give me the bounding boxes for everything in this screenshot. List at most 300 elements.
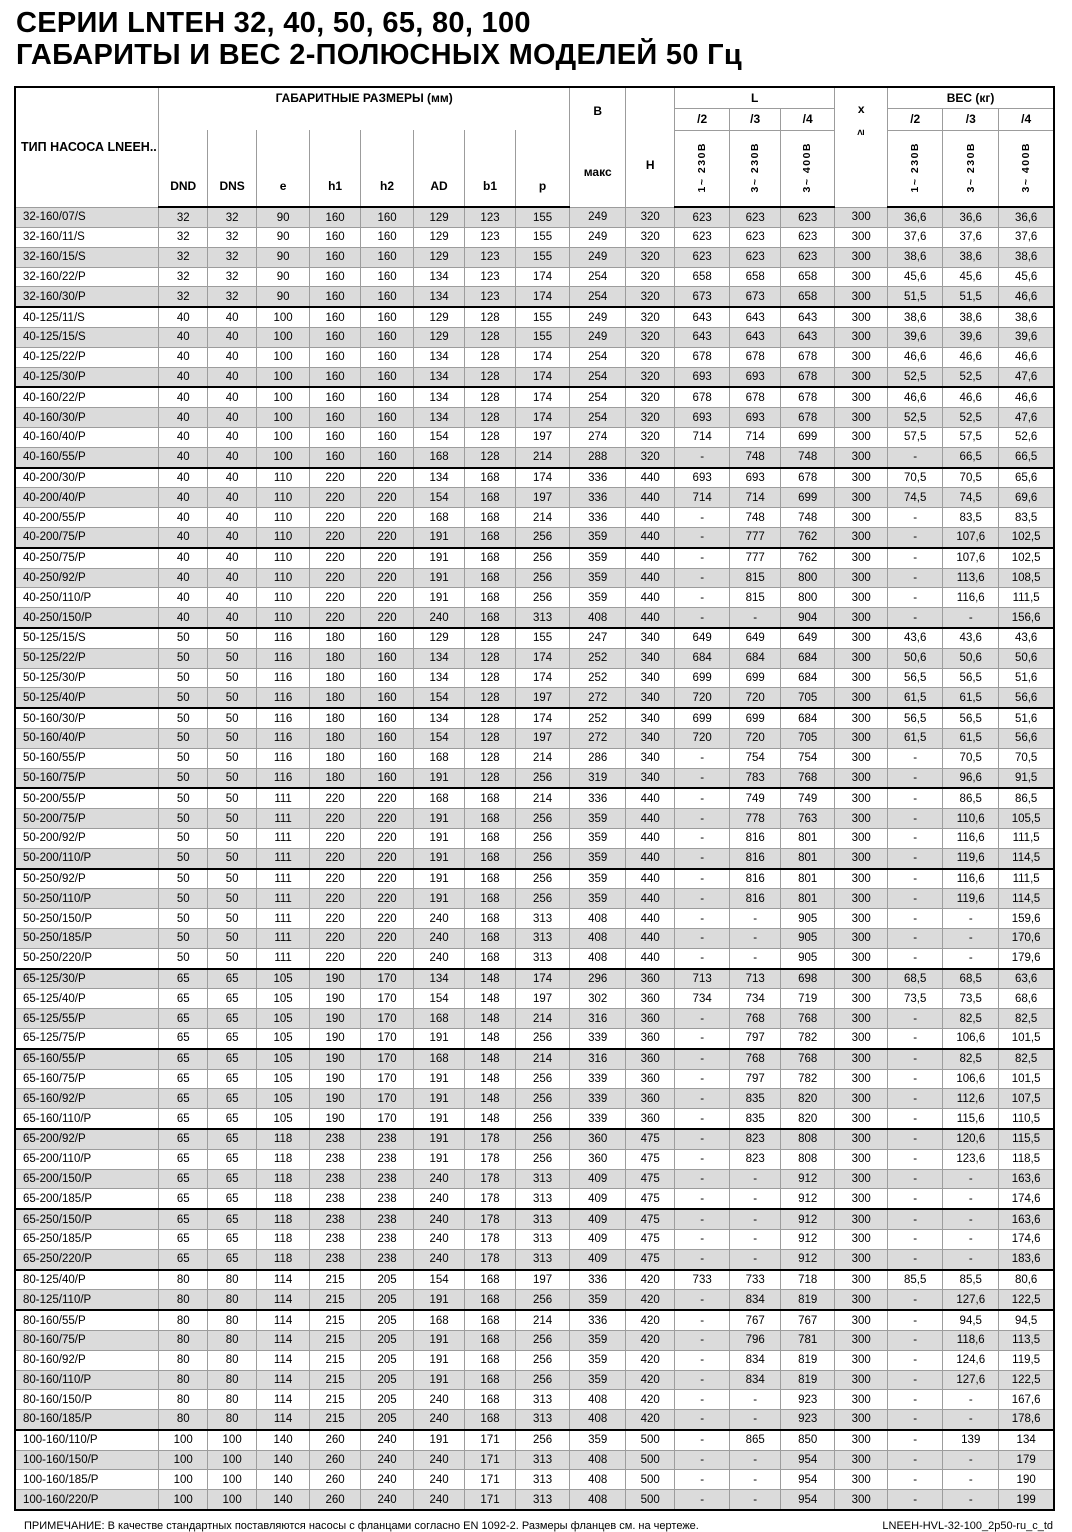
value-cell: - [888, 1089, 943, 1109]
table-row [15, 247, 1054, 267]
value-cell: 300 [835, 1109, 888, 1129]
value-cell: 254 [570, 408, 626, 428]
value-cell: 160 [310, 328, 361, 348]
value-cell: 360 [626, 1028, 675, 1048]
value-cell: 923 [781, 1390, 835, 1410]
value-cell: 94,5 [999, 1310, 1054, 1330]
value-cell: 171 [465, 1450, 516, 1470]
value-cell: 40 [208, 447, 257, 467]
value-cell: - [888, 1028, 943, 1048]
value-cell: 440 [626, 948, 675, 968]
value-cell: 214 [516, 447, 570, 467]
value-cell: 339 [570, 1109, 626, 1129]
pump-model-cell: 50-125/22/P [15, 648, 159, 668]
value-cell: 40 [208, 568, 257, 588]
table-row [15, 347, 1054, 367]
value-cell: 190 [310, 1069, 361, 1089]
value-cell: 40 [159, 347, 208, 367]
value-cell: 134 [414, 468, 465, 488]
value-cell: 240 [361, 1470, 414, 1490]
value-cell: 40 [208, 367, 257, 387]
value-cell: 191 [414, 1109, 465, 1129]
table-row [15, 387, 1054, 407]
value-cell: 313 [516, 608, 570, 628]
value-cell: 134 [414, 708, 465, 728]
value-cell: - [943, 1410, 999, 1430]
value-cell: 168 [414, 447, 465, 467]
value-cell: 111 [257, 809, 310, 829]
value-cell: 128 [465, 408, 516, 428]
value-cell: 160 [361, 307, 414, 327]
value-cell: 214 [516, 1009, 570, 1029]
value-cell: 240 [414, 1490, 465, 1510]
pump-model-cell: 40-160/55/P [15, 447, 159, 467]
value-cell: 123 [465, 287, 516, 307]
value-cell: 65 [208, 1189, 257, 1209]
value-cell: 116,6 [943, 869, 999, 889]
value-cell: 191 [414, 809, 465, 829]
table-row [15, 207, 1054, 227]
value-cell: 819 [781, 1350, 835, 1370]
value-cell: - [675, 1330, 730, 1350]
value-cell: 129 [414, 628, 465, 648]
value-cell: 168 [414, 748, 465, 768]
value-cell: 698 [781, 969, 835, 989]
value-cell: 51,5 [943, 287, 999, 307]
value-cell: 300 [835, 287, 888, 307]
value-cell: 220 [361, 889, 414, 909]
value-cell: 220 [310, 488, 361, 508]
l-variant-3-header: /3 [730, 108, 781, 130]
value-cell: 623 [781, 207, 835, 227]
value-cell: 116 [257, 748, 310, 768]
value-cell: - [888, 1109, 943, 1129]
value-cell: 256 [516, 1350, 570, 1370]
value-cell: 113,5 [999, 1330, 1054, 1350]
value-cell: 124,6 [943, 1350, 999, 1370]
value-cell: 440 [626, 909, 675, 929]
value-cell: 816 [730, 828, 781, 848]
value-cell: 118 [257, 1129, 310, 1149]
value-cell: 100 [159, 1490, 208, 1510]
value-cell: 168 [465, 1310, 516, 1330]
value-cell: 40 [208, 488, 257, 508]
value-cell: 678 [781, 347, 835, 367]
value-cell: 110 [257, 588, 310, 608]
value-cell: 45,6 [888, 267, 943, 287]
value-cell: 300 [835, 1089, 888, 1109]
value-cell: 129 [414, 307, 465, 327]
value-cell: 320 [626, 387, 675, 407]
value-cell: 190 [310, 1049, 361, 1069]
value-cell: 61,5 [888, 688, 943, 708]
value-cell: 420 [626, 1370, 675, 1390]
value-cell: 699 [730, 708, 781, 728]
value-cell: - [888, 1410, 943, 1430]
p-column-header: p [516, 130, 570, 207]
value-cell: 797 [730, 1069, 781, 1089]
value-cell: 288 [570, 447, 626, 467]
value-cell: 313 [516, 1450, 570, 1470]
value-cell: 800 [781, 568, 835, 588]
value-cell: - [675, 1169, 730, 1189]
value-cell: 160 [361, 367, 414, 387]
x-column-header [835, 87, 888, 208]
value-cell: 148 [465, 1089, 516, 1109]
value-cell: 300 [835, 809, 888, 829]
value-cell: - [730, 1249, 781, 1269]
value-cell: 300 [835, 1290, 888, 1310]
pump-model-cell: 65-200/92/P [15, 1129, 159, 1149]
value-cell: 40 [159, 508, 208, 528]
value-cell: 500 [626, 1490, 675, 1510]
value-cell: 50 [208, 688, 257, 708]
value-cell: 340 [626, 628, 675, 648]
value-cell: 340 [626, 708, 675, 728]
value-cell: 116 [257, 708, 310, 728]
value-cell: 61,5 [943, 688, 999, 708]
value-cell: - [675, 1249, 730, 1269]
value-cell: 835 [730, 1109, 781, 1129]
value-cell: 38,6 [999, 247, 1054, 267]
value-cell: 80 [208, 1350, 257, 1370]
value-cell: 205 [361, 1330, 414, 1350]
pump-model-cell: 80-125/40/P [15, 1270, 159, 1290]
value-cell: 190 [310, 1028, 361, 1048]
value-cell: 65 [208, 1089, 257, 1109]
value-cell: 155 [516, 307, 570, 327]
weight-voltage-3-230-header: 3~ 230В [943, 130, 999, 207]
value-cell: 205 [361, 1410, 414, 1430]
value-cell: 50 [208, 948, 257, 968]
value-cell: 128 [465, 447, 516, 467]
value-cell: 815 [730, 588, 781, 608]
value-cell: 748 [730, 508, 781, 528]
value-cell: 699 [781, 488, 835, 508]
value-cell: 254 [570, 387, 626, 407]
pump-model-cell: 65-125/55/P [15, 1009, 159, 1029]
value-cell: 179,6 [999, 948, 1054, 968]
value-cell: 300 [835, 788, 888, 808]
value-cell: 128 [465, 628, 516, 648]
value-cell: 180 [310, 768, 361, 788]
value-cell: 32 [159, 287, 208, 307]
value-cell: 300 [835, 1189, 888, 1209]
value-cell: 32 [159, 247, 208, 267]
value-cell: 733 [675, 1270, 730, 1290]
value-cell: 678 [781, 387, 835, 407]
value-cell: 300 [835, 387, 888, 407]
value-cell: 65 [159, 1129, 208, 1149]
h1-column-header: h1 [310, 130, 361, 207]
value-cell: 107,5 [999, 1089, 1054, 1109]
value-cell: 100 [208, 1430, 257, 1450]
value-cell: 50 [159, 648, 208, 668]
value-cell: 170 [361, 1069, 414, 1089]
value-cell: 197 [516, 488, 570, 508]
value-cell: 240 [361, 1450, 414, 1470]
value-cell: 360 [626, 1089, 675, 1109]
value-cell: 748 [781, 508, 835, 528]
value-cell: - [888, 1049, 943, 1069]
value-cell: 249 [570, 228, 626, 248]
pump-model-cell: 65-250/220/P [15, 1249, 159, 1269]
value-cell: 220 [310, 848, 361, 868]
value-cell: 340 [626, 748, 675, 768]
value-cell: - [675, 1189, 730, 1209]
value-cell: 178 [465, 1149, 516, 1169]
value-cell: 220 [310, 608, 361, 628]
value-cell: 128 [465, 708, 516, 728]
value-cell: 65 [159, 1209, 208, 1229]
value-cell: 300 [835, 668, 888, 688]
value-cell: 256 [516, 1149, 570, 1169]
value-cell: 100 [257, 428, 310, 448]
value-cell: 220 [310, 928, 361, 948]
value-cell: 801 [781, 869, 835, 889]
value-cell: 40 [159, 608, 208, 628]
value-cell: 65 [208, 1169, 257, 1189]
table-row [15, 568, 1054, 588]
table-row [15, 1290, 1054, 1310]
value-cell: 300 [835, 828, 888, 848]
value-cell: 714 [730, 488, 781, 508]
value-cell: 336 [570, 1270, 626, 1290]
pump-model-cell: 65-160/75/P [15, 1069, 159, 1089]
value-cell: 339 [570, 1028, 626, 1048]
value-cell: - [675, 1410, 730, 1430]
value-cell: 256 [516, 1370, 570, 1390]
value-cell: 205 [361, 1350, 414, 1370]
value-cell: 500 [626, 1450, 675, 1470]
value-cell: 256 [516, 1109, 570, 1129]
value-cell: 320 [626, 307, 675, 327]
value-cell: 174 [516, 287, 570, 307]
value-cell: 220 [310, 508, 361, 528]
value-cell: 167,6 [999, 1390, 1054, 1410]
table-row [15, 488, 1054, 508]
value-cell: - [730, 1390, 781, 1410]
value-cell: 684 [781, 648, 835, 668]
value-cell: 63,6 [999, 969, 1054, 989]
value-cell: 300 [835, 468, 888, 488]
value-cell: - [888, 528, 943, 548]
value-cell: 705 [781, 729, 835, 749]
pump-model-cell: 50-160/30/P [15, 708, 159, 728]
value-cell: - [675, 588, 730, 608]
value-cell: 339 [570, 1089, 626, 1109]
value-cell: 160 [310, 307, 361, 327]
value-cell: 160 [361, 387, 414, 407]
page-footer [14, 1520, 1055, 1532]
value-cell: 816 [730, 848, 781, 868]
value-cell: - [730, 948, 781, 968]
value-cell: 238 [361, 1149, 414, 1169]
dimensions-weight-table [14, 86, 1055, 1511]
value-cell: 260 [310, 1470, 361, 1490]
value-cell: - [888, 869, 943, 889]
value-cell: 90 [257, 207, 310, 227]
value-cell: 678 [781, 468, 835, 488]
value-cell: 168 [465, 468, 516, 488]
value-cell: 190 [310, 969, 361, 989]
value-cell: 408 [570, 928, 626, 948]
value-cell: 37,6 [999, 228, 1054, 248]
value-cell: 767 [781, 1310, 835, 1330]
value-cell: 699 [675, 668, 730, 688]
value-cell: 197 [516, 729, 570, 749]
value-cell: 102,5 [999, 528, 1054, 548]
value-cell: 168 [465, 1350, 516, 1370]
value-cell: 134 [999, 1430, 1054, 1450]
table-row [15, 1270, 1054, 1290]
value-cell: 38,6 [888, 307, 943, 327]
value-cell: 823 [730, 1129, 781, 1149]
value-cell: 256 [516, 1290, 570, 1310]
pump-model-cell: 32-160/11/S [15, 228, 159, 248]
value-cell: - [675, 1370, 730, 1390]
table-row [15, 1049, 1054, 1069]
table-row [15, 688, 1054, 708]
value-cell: 475 [626, 1229, 675, 1249]
table-row [15, 1209, 1054, 1229]
value-cell: 300 [835, 367, 888, 387]
value-cell: 340 [626, 768, 675, 788]
value-cell: 66,5 [943, 447, 999, 467]
l-variant-2-header: /2 [675, 108, 730, 130]
value-cell: 102,5 [999, 548, 1054, 568]
value-cell: 50 [208, 708, 257, 728]
value-cell: 140 [257, 1450, 310, 1470]
value-cell: 220 [361, 928, 414, 948]
value-cell: 215 [310, 1390, 361, 1410]
value-cell: 50 [159, 909, 208, 929]
value-cell: 160 [361, 447, 414, 467]
pump-model-cell: 32-160/07/S [15, 207, 159, 227]
value-cell: 50 [159, 889, 208, 909]
value-cell: 408 [570, 1410, 626, 1430]
value-cell: 160 [310, 428, 361, 448]
value-cell: 82,5 [943, 1009, 999, 1029]
value-cell: 70,5 [943, 748, 999, 768]
value-cell: 313 [516, 948, 570, 968]
value-cell: 781 [781, 1330, 835, 1350]
value-cell: 168 [465, 889, 516, 909]
value-cell: 214 [516, 1310, 570, 1330]
pump-model-cell: 50-200/110/P [15, 848, 159, 868]
value-cell: 214 [516, 508, 570, 528]
value-cell: 123 [465, 228, 516, 248]
value-cell: 56,5 [888, 668, 943, 688]
value-cell: 86,5 [943, 788, 999, 808]
value-cell: 180 [310, 748, 361, 768]
value-cell: - [888, 788, 943, 808]
value-cell: 336 [570, 788, 626, 808]
value-cell: 100 [257, 347, 310, 367]
value-cell: 178 [465, 1169, 516, 1189]
value-cell: - [888, 1249, 943, 1269]
value-cell: 114 [257, 1350, 310, 1370]
value-cell: 300 [835, 1229, 888, 1249]
value-cell: 168 [465, 1370, 516, 1390]
value-cell: 43,6 [943, 628, 999, 648]
value-cell: 658 [781, 287, 835, 307]
value-cell: - [888, 748, 943, 768]
value-cell: 191 [414, 1370, 465, 1390]
value-cell: 820 [781, 1089, 835, 1109]
value-cell: 256 [516, 768, 570, 788]
value-cell: 191 [414, 1089, 465, 1109]
value-cell: 179 [999, 1450, 1054, 1470]
value-cell: 32 [208, 247, 257, 267]
value-cell: 191 [414, 828, 465, 848]
value-cell: 623 [781, 228, 835, 248]
value-cell: 115,5 [999, 1129, 1054, 1149]
value-cell: 39,6 [888, 328, 943, 348]
value-cell: - [675, 1049, 730, 1069]
value-cell: 197 [516, 428, 570, 448]
table-row [15, 408, 1054, 428]
value-cell: 714 [675, 428, 730, 448]
value-cell: 797 [730, 1028, 781, 1048]
value-cell: 300 [835, 447, 888, 467]
value-cell: 718 [781, 1270, 835, 1290]
value-cell: 768 [781, 1049, 835, 1069]
pump-model-cell: 40-250/75/P [15, 548, 159, 568]
value-cell: 252 [570, 648, 626, 668]
value-cell: 73,5 [943, 989, 999, 1009]
value-cell: - [730, 1189, 781, 1209]
value-cell: - [730, 1410, 781, 1430]
table-row [15, 428, 1054, 448]
value-cell: 191 [414, 768, 465, 788]
value-cell: 118,6 [943, 1330, 999, 1350]
value-cell: 408 [570, 608, 626, 628]
value-cell: 684 [675, 648, 730, 668]
value-cell: 782 [781, 1028, 835, 1048]
value-cell: 320 [626, 428, 675, 448]
value-cell: 256 [516, 1028, 570, 1048]
value-cell: 748 [730, 447, 781, 467]
value-cell: - [888, 1390, 943, 1410]
table-row [15, 848, 1054, 868]
table-row [15, 1350, 1054, 1370]
value-cell: 274 [570, 428, 626, 448]
value-cell: 191 [414, 548, 465, 568]
value-cell: 85,5 [888, 1270, 943, 1290]
value-cell: 174 [516, 708, 570, 728]
pump-model-cell: 50-160/75/P [15, 768, 159, 788]
value-cell: 834 [730, 1290, 781, 1310]
value-cell: 801 [781, 828, 835, 848]
value-cell: 320 [626, 267, 675, 287]
value-cell: 720 [675, 688, 730, 708]
value-cell: 160 [361, 207, 414, 227]
value-cell: - [943, 909, 999, 929]
value-cell: 300 [835, 408, 888, 428]
value-cell: 80 [159, 1390, 208, 1410]
greater-equal-symbol: ≥ [854, 127, 867, 136]
value-cell: 65,6 [999, 468, 1054, 488]
value-cell: 50,6 [999, 648, 1054, 668]
value-cell: 100 [257, 408, 310, 428]
table-row [15, 367, 1054, 387]
value-cell: 500 [626, 1430, 675, 1450]
value-cell: 313 [516, 1249, 570, 1269]
value-cell: 65 [159, 969, 208, 989]
pump-model-cell: 80-160/150/P [15, 1390, 159, 1410]
value-cell: - [675, 1490, 730, 1510]
